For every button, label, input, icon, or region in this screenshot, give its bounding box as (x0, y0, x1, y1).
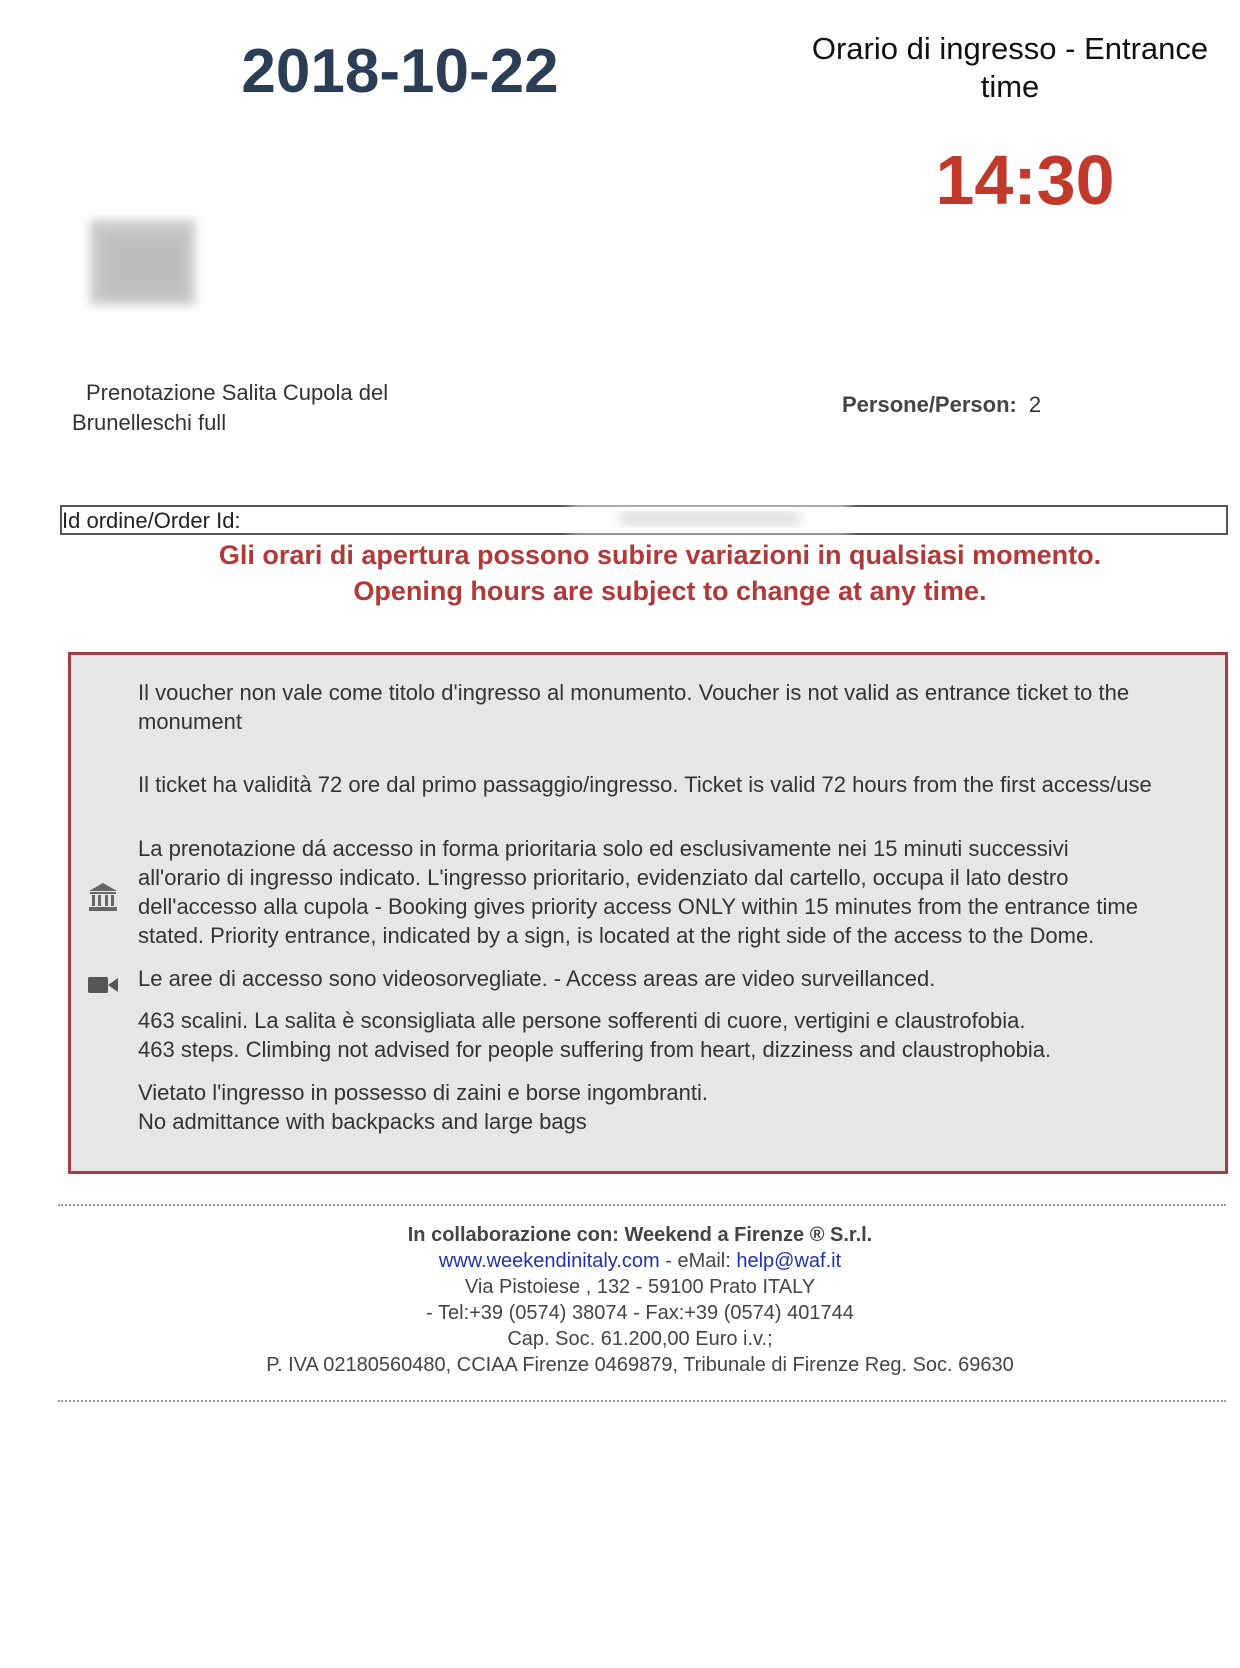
warning-italian: Gli orari di apertura possono subire variazioni in qualsiasi momento. (218, 540, 1102, 570)
entrance-label-line2: time (980, 69, 1040, 104)
bags-line1: Vietato l'ingresso in possesso di zaini e borse ingombranti. (138, 1080, 709, 1105)
footer-contacts (0, 1248, 1240, 1274)
persons-count (842, 392, 1041, 418)
product-line2: Brunelleschi full (72, 410, 227, 435)
visit-date: 2018-10-22 (241, 37, 559, 106)
website-link[interactable]: www.weekendinitaly.com (438, 1250, 660, 1272)
email-link[interactable]: help@waf.it (736, 1250, 842, 1272)
footer-collab: In collaborazione con: Weekend a Firenze ® S.r.l. (407, 1224, 873, 1246)
warning-english: Opening hours are subject to change at any time. (353, 576, 987, 606)
product-line1: Prenotazione Salita Cupola del (86, 380, 389, 405)
voucher-line1: Il voucher non vale come titolo d'ingresso al monumento. Voucher is not valid as entrance ticket to the (138, 680, 1130, 705)
voucher-note (138, 678, 1218, 736)
redacted-logo (40, 215, 240, 330)
video-note: Le aree di accesso sono videosorvegliate. - Access areas are video surveillanced. (138, 966, 936, 991)
bags-note (138, 1078, 1218, 1136)
museum-icon (86, 880, 120, 914)
priority-line3: dell'accesso alla cupola - Booking gives priority access ONLY within 15 minutes from the entrance time (138, 894, 1138, 919)
footer-capital: Cap. Soc. 61.200,00 Euro i.v.; (507, 1328, 773, 1350)
footer-vat: P. IVA 02180560480, CCIAA Firenze 0469879, Tribunale di Firenze Reg. Soc. 69630 (266, 1354, 1014, 1376)
priority-line1: La prenotazione dá accesso in forma prioritaria solo ed esclusivamente nei 15 minuti successivi (138, 836, 1069, 861)
footer-divider-top (58, 1204, 1226, 1206)
steps-note (138, 1006, 1218, 1064)
entrance-label-line1: Orario di ingresso - Entrance (811, 31, 1209, 66)
video-camera-icon (86, 968, 120, 1002)
email-label: - eMail: (659, 1250, 737, 1272)
footer-divider-bottom (58, 1400, 1226, 1402)
redacted-order-id (560, 500, 860, 536)
priority-line2: all'orario di ingresso indicato. L'ingresso prioritario, evidenziato dal cartello, occupa il lato destro (138, 865, 1069, 890)
order-id-label: Id ordine/Order Id: (62, 508, 241, 533)
steps-line1: 463 scalini. La salita è sconsigliata alle persone sofferenti di cuore, vertigini e claustrofobia. (138, 1008, 1026, 1033)
entrance-time-label (790, 30, 1230, 106)
footer (0, 1222, 1240, 1378)
bags-line2: No admittance with backpacks and large bags (138, 1109, 587, 1134)
footer-address: Via Pistoiese , 132 - 59100 Prato ITALY (464, 1276, 816, 1298)
priority-note (138, 834, 1218, 950)
steps-line2: 463 steps. Climbing not advised for people suffering from heart, dizziness and claustrophobia. (138, 1037, 1052, 1062)
product-name (72, 378, 452, 438)
voucher-line2: monument (138, 709, 242, 734)
validity-note: Il ticket ha validità 72 ore dal primo passaggio/ingresso. Ticket is valid 72 hours from the first access/use (138, 772, 1152, 797)
footer-phones: - Tel:+39 (0574) 38074 - Fax:+39 (0574) 401744 (426, 1302, 854, 1324)
persons-value: 2 (1028, 392, 1042, 417)
entrance-time: 14:30 (935, 141, 1115, 219)
persons-label: Persone/Person: (842, 392, 1017, 417)
priority-line4: stated. Priority entrance, indicated by a sign, is located at the right side of the access to the Dome. (138, 923, 1095, 948)
